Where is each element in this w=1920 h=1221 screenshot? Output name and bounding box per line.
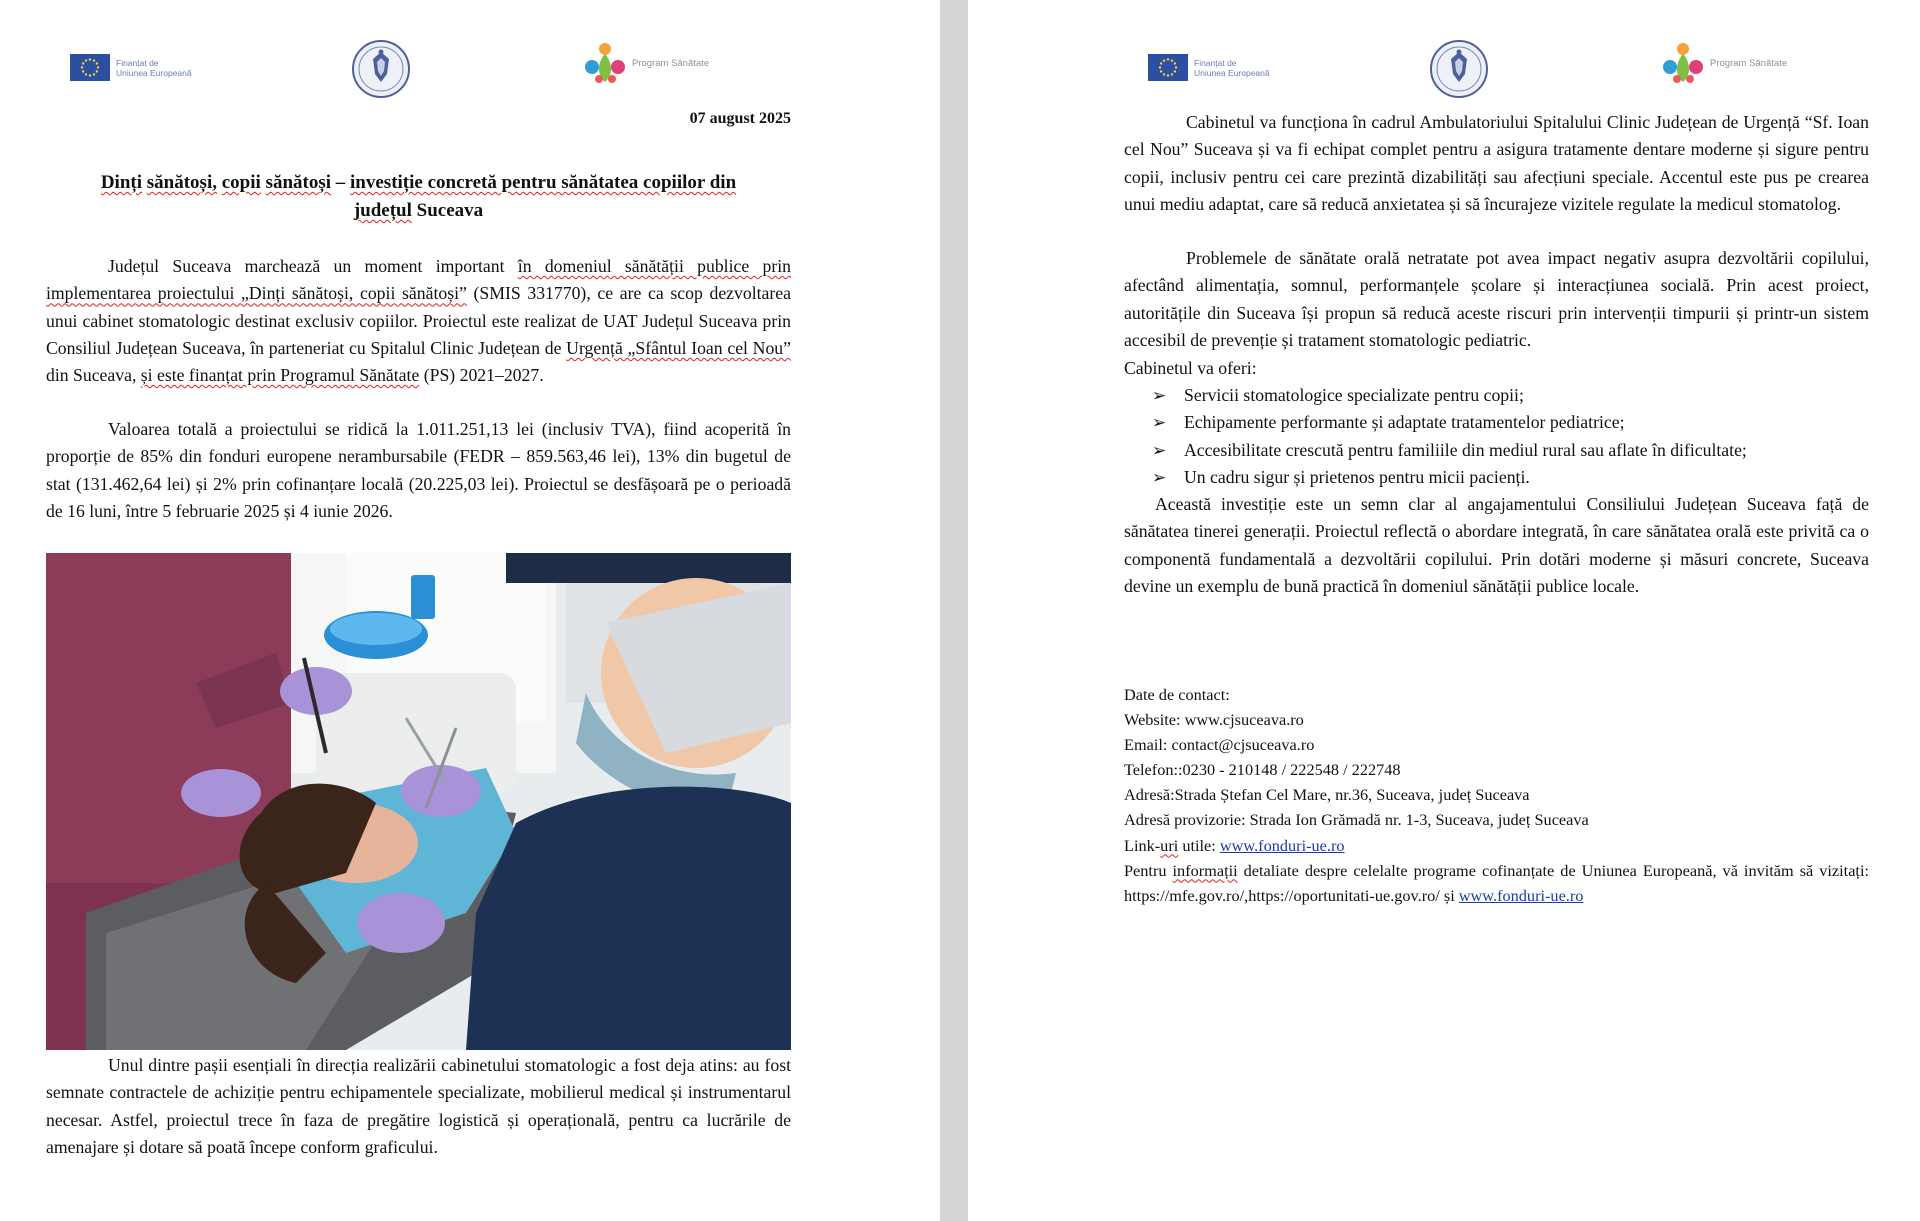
arrow-bullet-icon: ➢ bbox=[1152, 440, 1167, 460]
list-item: ➢ Un cadru sigur și prietenos pentru micii pacienți. bbox=[1152, 464, 1872, 491]
program-sanatate-label: Program Sănătate bbox=[632, 57, 710, 69]
fonduri-ue-link-2[interactable]: www.fonduri-ue.ro bbox=[1458, 885, 1584, 905]
header-logos-right bbox=[968, 40, 1920, 100]
government-seal-icon bbox=[352, 40, 410, 98]
eu-flag-icon bbox=[70, 54, 110, 81]
press-release-date: 07 august 2025 bbox=[689, 110, 791, 127]
arrow-bullet-icon: ➢ bbox=[1152, 386, 1167, 405]
eu-funding-logo bbox=[1148, 54, 1270, 81]
progress-paragraph: Unul dintre pașii esențiali în direcția realizării cabinetului stomatologic a fost deja atins: au fost semnate contractele de achiziție pentru echipamentele specializate, mobilierul medical și instrumentarul necesar. Astfel, proiectul trece în faza de pregătire logistică și operațională, pentru ca lucrările de amenajare și dotare să poată începe conform graficului. bbox=[46, 1055, 791, 1157]
eu-flag-icon bbox=[1148, 54, 1188, 81]
intro-paragraph: Județul Suceava marchează un moment important în domeniul sănătății publice prin implementarea proiectului „Dinți sănătoși, copii sănătoși” (SMIS 331770), ce are ca scop dezvoltarea unui cabinet stomatologic destinat exclusiv copiilor. Proiectul este realizat de UAT Județul Suceava prin Consiliul Județean Suceava, în parteneriat cu Spitalul Clinic Județean de Urgență „Sfântul Ioan cel Nou” din Suceava, și este finanțat prin Programul Sănătate (PS) 2021–2027. bbox=[46, 256, 791, 386]
arrow-bullet-icon: ➢ bbox=[1152, 413, 1167, 433]
program-sanatate-label: Program Sănătate bbox=[1710, 57, 1788, 69]
contact-website: Website: www.cjsuceava.ro bbox=[1124, 710, 1304, 730]
eu-funding-logo bbox=[70, 54, 192, 81]
contact-email: Email: contact@cjsuceava.ro bbox=[1124, 735, 1315, 755]
dental-treatment-photo bbox=[46, 553, 791, 1050]
offer-list bbox=[1152, 382, 1872, 491]
eu-logo-text-line2: Uniunea Europeană bbox=[1194, 67, 1270, 78]
useful-links-line: Link-uri utile: www.fonduri-ue.ro bbox=[1124, 835, 1345, 855]
eu-logo-text-line2: Uniunea Europeană bbox=[116, 67, 192, 78]
budget-paragraph: Valoarea totală a proiectului se ridică la 1.011.251,13 lei (inclusiv TVA), fiind acoperită în proporție de 85% din fonduri europene nerambursabile (FEDR – 859.563,46 lei), 13% din bugetul de stat (131.462,64 lei) și 2% prin cofinanțare locală (20.225,03 lei). Proiectul se desfășoară pe o perioadă de 16 luni, între 5 februarie 2025 și 4 iunie 2026. bbox=[46, 419, 791, 521]
oral-health-paragraph: Problemele de sănătate orală netratate pot avea impact negativ asupra dezvoltării copilului, afectând alimentația, somnul, performanțele școlare și interacțiunea socială. Prin acest proiect, autoritățile din Suceava își propun să reducă aceste riscuri prin intervenții timpurii și printr-un sistem accesibil de prevenție și tratament stomatologic pediatric. bbox=[1124, 248, 1869, 350]
list-item: ➢ Echipamente performante și adaptate tratamentelor pediatrice; bbox=[1152, 409, 1872, 436]
program-sanatate-icon bbox=[582, 40, 628, 86]
contact-block bbox=[1124, 682, 1869, 908]
header-logos bbox=[0, 40, 940, 100]
conclusion-paragraph: Această investiție este un semn clar al angajamentului Consiliului Județean Suceava față de sănătatea tinerei generații. Proiectul reflectă o abordare integrată, în care sănătatea orală este privită ca o componentă fundamentală a dezvoltării copilului. Prin dotări moderne și măsuri concrete, Suceava devine un exemplu de bună practică în domeniul sănătății publice locale. bbox=[1124, 494, 1869, 596]
program-sanatate-icon bbox=[1660, 40, 1706, 86]
offer-intro: Cabinetul va oferi: bbox=[1124, 358, 1257, 378]
contact-phone: Telefon::0230 - 210148 / 222548 / 222748 bbox=[1124, 760, 1401, 780]
arrow-bullet-icon: ➢ bbox=[1152, 467, 1167, 487]
list-item: ➢ Servicii stomatologice specializate pentru copii; bbox=[1152, 382, 1872, 409]
contact-address: Adresă:Strada Ștefan Cel Mare, nr.36, Suceava, județ Suceava bbox=[1124, 785, 1530, 805]
contact-heading: Date de contact: bbox=[1124, 685, 1230, 704]
eu-logo-text-line1: Finanțat de bbox=[1194, 57, 1237, 68]
cabinet-paragraph: Cabinetul va funcționa în cadrul Ambulatoriului Spitalului Clinic Județean de Urgență “Sf. Ioan cel Nou” Suceava și va fi echipat complet pentru a asigura tratamente dentare moderne și sigure pentru copii, inclusiv pentru cei care prezintă dizabilități sau afecțiuni speciale. Accentul este pus pe crearea unui mediu adaptat, care să reducă anxietatea și să încurajeze vizitele regulate la medicul stomatolog. bbox=[1124, 112, 1869, 214]
program-sanatate-logo bbox=[582, 40, 709, 86]
program-sanatate-logo bbox=[1660, 40, 1787, 86]
document-page-left bbox=[0, 0, 940, 1221]
document-page-right bbox=[968, 0, 1920, 1221]
contact-temp-address: Adresă provizorie: Strada Ion Grămadă nr. 1-3, Suceava, județ Suceava bbox=[1124, 810, 1589, 830]
press-release-title: Dinți sănătoși, copii sănătoși – investiție concretă pentru sănătatea copiilor din județul Suceava bbox=[100, 172, 737, 221]
list-item: ➢ Accesibilitate crescută pentru familiile din mediul rural sau aflate în dificultate; bbox=[1152, 437, 1872, 464]
fonduri-ue-link[interactable]: www.fonduri-ue.ro bbox=[1219, 835, 1345, 855]
more-info-line: Pentru informații detaliate despre celelalte programe cofinanțate de Uniunea Europeană, vă invităm să vizitați: https://mfe.gov.ro/,https://oportunitati-ue.gov.ro/ și www.fonduri-ue.ro bbox=[1124, 860, 1870, 905]
government-seal-icon bbox=[1430, 40, 1488, 98]
eu-logo-text-line1: Finanțat de bbox=[116, 57, 159, 68]
